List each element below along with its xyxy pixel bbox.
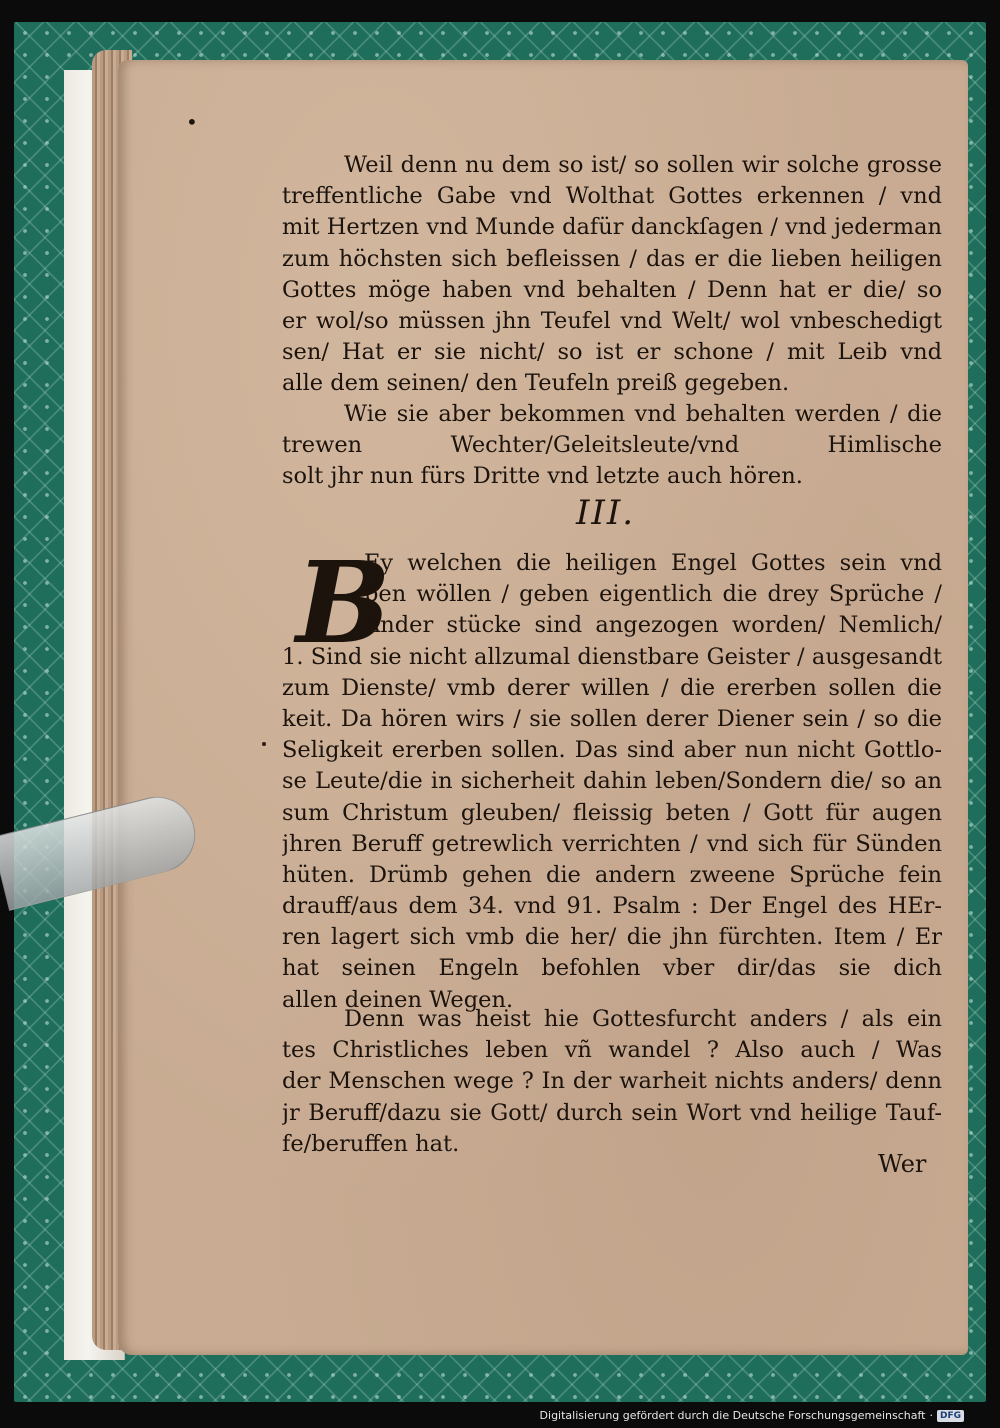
paragraph-1: [282, 150, 942, 400]
text-line: Gottes möge haben vnd behalten / Denn hat er die/ so: [282, 276, 942, 303]
text-line: tes Christliches leben vñ wandel ? Also auch / Was: [282, 1037, 942, 1064]
text-line: drauff/aus dem 34. vnd 91. Psalm : Der Engel des HEr-: [282, 893, 942, 920]
section-heading: III.: [576, 493, 636, 533]
paragraph-2: [282, 399, 942, 493]
catchword: Wer: [878, 1150, 927, 1178]
text-line: alle dem seinen/ den Teufeln preiß gegeben.: [282, 370, 790, 397]
text-line: Ey welchen die heiligen Engel Gottes sein vnd: [364, 550, 942, 576]
text-line: Denn was heist hie Gottesfurcht anders / als ein: [344, 1006, 942, 1032]
text-line: keit. Da hören wirs / sie sollen derer Diener sein / so die: [282, 705, 942, 732]
text-line: treffentliche Gabe vnd Wolthat Gottes erkennen / vnd: [282, 183, 942, 210]
text-line: zum Dienste/ vmb derer willen / die ererben sollen die: [282, 674, 942, 701]
text-line: hüten. Drümb gehen die andern zweene Sprüche fein: [282, 861, 942, 888]
text-line: sum Christum gleuben/ fleissig beten / Gott für augen: [282, 799, 942, 826]
text-line: 1. Sind sie nicht allzumal dienstbare Geister / ausgesandt: [282, 643, 942, 670]
text-line: Wie sie aber bekommen vnd behalten werden / die: [344, 401, 942, 427]
text-line: mit Hertzen vnd Munde dafür danckſagen / vnd jederman: [282, 214, 942, 241]
text-line: hat seinen Engeln befohlen vber dir/das sie dich: [282, 955, 942, 982]
text-line: Weil denn nu dem so ist/ so sollen wir solche grosse: [344, 152, 942, 178]
text-line: jhren Beruff getrewlich verrichten / vnd sich für Sünden: [282, 830, 942, 857]
text-line: fe/beruffen hat.: [282, 1130, 460, 1157]
ink-speck: [262, 742, 266, 746]
page-mark: •: [186, 110, 198, 134]
text-line: zum höchsten sich befleissen / das er die lieben heiligen: [282, 245, 942, 272]
footer-credit: Digitalisierung gefördert durch die Deutsche Forschungsgemeinschaft · DFG: [540, 1409, 964, 1422]
text-line: se Leute/die in sicherheit dahin leben/Sondern die/ so an: [282, 768, 942, 795]
text-line: solt jhr nun fürs Dritte vnd letzte auch hören.: [282, 463, 803, 490]
footer-credit-text: Digitalisierung gefördert durch die Deutsche Forschungsgemeinschaft: [539, 1409, 926, 1422]
dfg-logo: DFG: [937, 1410, 964, 1422]
text-line: sen/ Hat er sie nicht/ so ist er schone / mit Leib vnd: [282, 339, 942, 366]
paragraph-3: [282, 538, 942, 1016]
text-line: ben wöllen / geben eigentlich die drey Sprüche /: [364, 581, 942, 608]
drop-capital: B: [296, 538, 391, 669]
text-line: allen deinen Wegen.: [282, 986, 514, 1013]
text-line: er wol/so müssen jhn Teufel vnd Welt/ wol vnbeschedigt: [282, 307, 942, 334]
text-line: Ander stücke sind angezogen worden/ Nemlich/: [364, 612, 942, 639]
text-line: der Menschen wege ? In der warheit nichts anders/ denn: [282, 1068, 942, 1095]
paragraph-4: [282, 1004, 942, 1160]
text-line: ren lagert sich vmb die her/ die jhn fürchten. Item / Er: [282, 924, 942, 951]
text-line: jr Beruff/dazu sie Gott/ durch sein Wort vnd heilige Tauf-: [282, 1099, 942, 1126]
text-line: trewen Wechter/Geleitsleute/vnd Himlische: [282, 432, 942, 459]
text-line: Seligkeit ererben sollen. Das sind aber nun nicht Gottlo-: [282, 737, 942, 764]
